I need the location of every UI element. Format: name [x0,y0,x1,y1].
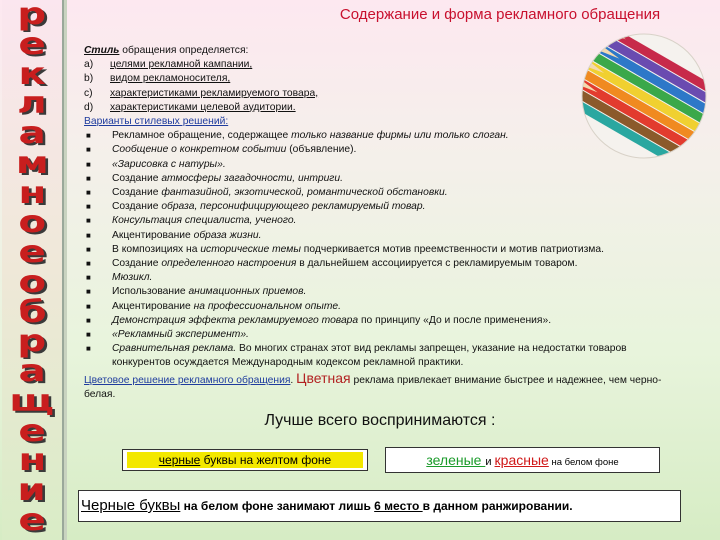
list-item-post: в дальнейшем ассоциируется с рекламируемым товаром. [296,258,578,270]
side-letter: о [18,205,46,241]
list-item-it: «Рекламный эксперимент». [112,329,249,341]
list-item-it: Консультация специалиста, ученого. [112,215,297,227]
side-letter: б [17,294,47,330]
ranking-mid: на белом фоне занимают лишь [180,499,375,513]
list-item [84,129,684,143]
side-letter: е [18,502,46,538]
ranking-place: 6 место [374,499,423,513]
list-item-it: Мюзикл. [112,272,153,284]
list-item [84,243,684,257]
list-item-it: исторические темы [200,243,301,255]
red-word: красные [494,452,549,468]
content [84,44,684,402]
list-item-text [112,172,684,186]
list-item-text [112,328,684,342]
factor-key: b) [84,73,94,85]
color-note-dot: . [290,374,297,386]
yellow-box-rest: буквы на желтом фоне [200,453,332,467]
list-item-it: атмосферы загадочности, интриги. [161,172,343,184]
list-item-text [112,271,684,285]
factor-key: c) [84,87,93,99]
bullet-icon: ■ [86,330,91,340]
list-item [84,214,684,228]
bullet-icon: ■ [86,244,91,254]
variants-list [84,129,684,370]
factor-item [84,72,684,86]
list-item [84,342,684,370]
intro-rest: обращения определяется: [119,45,249,56]
list-item-text [112,300,684,314]
list-item [84,200,684,214]
green-red-box [385,447,660,473]
list-item-text [112,143,684,157]
ranking-underlined: Черные буквы [81,497,181,514]
bullet-icon: ■ [86,273,91,283]
factor-text: видом рекламоносителя, [110,73,231,85]
side-letter: р [17,324,47,360]
list-item [84,158,684,172]
list-item-pre: Акцентирование [112,229,194,241]
ranking-end: в данном ранжировании. [422,499,573,513]
list-item-text [112,129,684,143]
list-item [84,143,684,157]
color-note-link[interactable]: Цветовое решение рекламного обращения [84,374,291,386]
list-item [84,328,684,342]
list-item [84,314,684,328]
yellow-box-inner [127,452,363,468]
list-item-pre: Использование [112,286,189,298]
list-item-text [112,158,684,172]
and-word: и [485,456,495,468]
factor-text: характеристиками рекламируемого товара, [110,87,319,99]
list-item [84,229,684,243]
side-letter: и [17,473,47,508]
list-item-post: подчеркивается мотив преемственности и мотив патриотизма. [300,243,604,255]
list-item-text [112,200,684,214]
bullet-icon: ■ [86,145,91,155]
bullet-icon: ■ [86,188,91,198]
bullet-icon: ■ [86,131,91,141]
factor-item [84,101,684,115]
yellow-box-underlined: черные [158,453,201,467]
list-item-text [112,257,684,271]
bullet-icon: ■ [86,216,91,226]
list-item-text [112,214,684,228]
side-letter: е [18,26,46,62]
list-item-it: Демонстрация эффекта рекламируемого товара [112,314,359,326]
factor-key: d) [84,101,94,113]
side-letter: н [17,175,46,211]
list-item-it: «Зарисовка с натуры». [112,158,226,170]
green-word: зеленые [426,452,486,468]
list-item-post: Во многих странах этот вид рекламы запрещен, указание на недостатки товаров конкурентов осуждается Международным кодексом рекламной практики. [112,343,627,369]
list-item-it: анимационных приемов. [188,286,307,298]
list-item-post: (объявление). [286,144,357,156]
list-item-text [112,243,684,257]
list-item-text [112,186,684,200]
list-item [84,285,684,299]
side-letter: щ [9,383,55,419]
yellow-box [122,449,368,471]
list-item-pre: Создание [112,258,162,270]
factor-list [84,58,684,115]
side-letter: к [18,56,46,92]
side-letter: е [18,235,46,270]
list-item-pre: В композициях на [112,243,201,255]
bullet-icon: ■ [86,230,91,240]
list-item-post: по принципу «До и после применения». [358,314,552,326]
list-item [84,300,684,314]
list-item-it: Сравнительная реклама. [112,343,237,355]
factor-item [84,58,684,72]
factor-text: характеристиками целевой аудитории. [110,101,296,113]
list-item [84,271,684,285]
side-letter: л [17,86,47,122]
side-letter: о [18,264,46,300]
factor-item [84,87,684,101]
factor-text: целями рекламной кампании, [110,59,253,71]
list-item-it: фантазийной, экзотической, романтической обстановки. [161,187,448,199]
list-item-pre: Создание [112,172,162,184]
list-item [84,172,684,186]
list-item-text [112,229,684,243]
list-item-it: на профессиональном опыте. [193,300,342,312]
page-title: Содержание и форма рекламного обращения [339,6,661,23]
list-item-it: образа жизни. [193,229,262,241]
list-item-pre: Акцентирование [112,300,194,312]
list-item-it: образа, персонифицирующего рекламируемый товар. [161,201,426,213]
list-item [84,257,684,271]
bullet-icon: ■ [86,202,91,212]
color-note-rest: реклама привлекает внимание быстрее и надежнее, чем черно-белая. [84,374,662,400]
side-letter: е [18,413,46,449]
list-item-text [112,285,684,299]
list-item-it: Сообщение о конкретном событии [112,144,287,156]
bullet-icon: ■ [86,173,91,183]
list-item [84,186,684,200]
bullet-icon: ■ [86,344,91,354]
side-letter: а [18,354,46,389]
ranking-box [78,490,681,522]
color-word: Цветная [296,369,351,386]
side-letter: н [17,443,46,479]
bullet-icon: ■ [86,259,91,269]
bullet-icon: ■ [86,159,91,169]
intro-line [84,44,684,58]
list-item-text [112,314,684,328]
side-vertical-title [4,0,60,540]
side-letter: р [17,0,47,32]
list-item-text [112,342,684,370]
variants-heading[interactable]: Варианты стилевых решений: [84,116,229,128]
color-note [84,371,684,402]
list-item-pre: Создание [112,201,162,213]
side-letter: м [15,145,49,181]
green-box-rest: на белом фоне [548,457,619,468]
bullet-icon: ■ [86,287,91,297]
side-letter: а [18,116,46,151]
style-word: Стиль [84,45,120,56]
factor-key: a) [84,59,94,71]
bullet-icon: ■ [86,301,91,311]
best-perceived-heading: Лучше всего воспринимаются : [264,412,496,429]
list-item-pre: Рекламное обращение, содержащее [112,130,292,142]
bullet-icon: ■ [86,315,91,325]
list-item-pre: Создание [112,187,162,199]
list-item-it: только название фирмы или только слоган. [291,130,509,142]
list-item-it: определенного настроения [161,258,297,270]
